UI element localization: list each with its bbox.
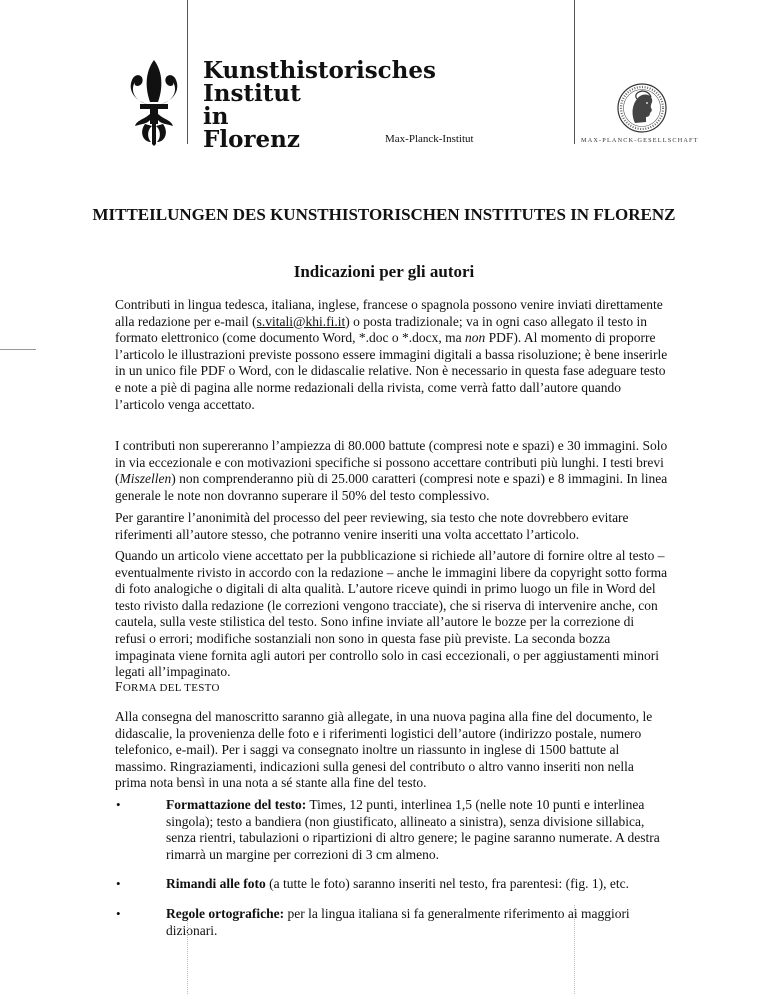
emphasis-text: Miszellen <box>119 471 172 487</box>
section-heading-text: ORMA DEL TESTO <box>122 682 220 694</box>
max-planck-gesellschaft-label: MAX-PLANCK-GESELLSCHAFT <box>581 137 699 144</box>
document-subtitle: Indicazioni per gli autori <box>293 262 475 281</box>
paragraph-text: PDF). Al momento di proporre l’articolo le illustrazioni previste possono essere immagini digitali a bassa risoluzione; è bene inserirle in un unico file PDF o Word, con le didascalie relative. Non è necessario in questa fase adeguare testo e note a piè di pagina alle norme redazionali della rivista, come verrà fatto dall’autore quando l’articolo venga accettato. <box>115 330 668 412</box>
bullet-item <box>166 906 668 939</box>
section-heading <box>115 679 220 695</box>
bullet-marker: • <box>116 797 121 812</box>
email-link[interactable]: s.vitali@khi.fi.it <box>256 313 346 329</box>
paragraph-text: I contributi non supereranno l’ampiezza di 80.000 battute (compresi note e spazi) e 30 immagini. Solo in via eccezionale e con motivazioni specifiche si possono accettare contributi più lunghi. I testi brevi ( <box>115 438 668 487</box>
paragraph-text: ) non comprenderanno più di 25.000 caratteri (compresi note e spazi) e 8 immagini. In linea generale le note non dovranno superare il 50% del testo complessivo. <box>115 471 668 503</box>
minerva-seal-icon <box>617 83 667 133</box>
paragraph-text: ) o posta tradizionale; va in ogni caso allegato il testo in formato elettronico (come documento Word, *.doc o *.docx, ma <box>115 313 648 346</box>
fleur-de-lis-icon <box>125 58 183 146</box>
paragraph-length-limits <box>115 438 668 504</box>
paragraph-acceptance: Quando un articolo viene accettato per la pubblicazione si richiede all’autore di fornire oltre al testo – eventualmente rivisto in accordo con la redazione – anche le immagini libere da copyright sotto forma di foto analogiche o digitali di alta qualità. L’autore riceve quindi in primo luogo un file in Word del testo rivisto dalla redazione (le correzioni vengono tracciate), che si riserva di intervenire anche, con cautela, sulla veste stilistica del testo. Sono infine inviate all’autore le bozze per la correzione di refusi o errori; modifiche sostanziali non sono in questa fase più previste. La seconda bozza impaginata viene fornita agli autori per controllo solo in casi eccezionali, o per aggiustamenti minori legati all’impaginato. <box>115 548 668 680</box>
bullet-item-title: Rimandi alle foto <box>166 876 266 891</box>
paragraph-submission <box>115 297 668 413</box>
institute-name-line: Institut <box>203 80 301 107</box>
bullet-item <box>166 797 668 863</box>
institute-name-line: Florenz <box>203 126 300 153</box>
page-guide-left <box>187 920 188 994</box>
bullet-item-text: (a tutte le foto) saranno inseriti nel testo, fra parentesi: (fig. 1), etc. <box>265 876 629 891</box>
bullet-item-text: per la lingua italiana si fa generalmente riferimento ai maggiori dizionari. <box>166 906 630 938</box>
emphasis-text: non <box>464 330 486 346</box>
page-guide-right <box>574 905 575 994</box>
document-title: MITTEILUNGEN DES KUNSTHISTORISCHEN INSTITUTES IN FLORENZ <box>92 205 676 224</box>
paragraph-anonymity: Per garantire l’anonimità del processo del peer reviewing, sia testo che note dovrebbero evitare riferimenti all’autore stesso, che potranno venire inseriti una volta accettato l’articolo. <box>115 510 629 542</box>
margin-mark <box>0 349 36 350</box>
bullet-item-title: Regole ortografiche: <box>166 906 285 921</box>
bullet-item-text: Times, 12 punti, interlinea 1,5 (nelle note 10 punti e interlinea singola); testo a bandiera (non giustificato, allineato a sinistra), senza divisione sillabica, senza rientri, tabulazioni o ripartizioni di altro genere; le pagine saranno numerate. A destra rimarrà un margine per correzioni di 3 cm almeno. <box>166 797 660 862</box>
institute-name-line: in <box>203 103 229 130</box>
paragraph-manuscript: Alla consegna del manoscritto saranno già allegate, in una nuova pagina alla fine del documento, le didascalie, la provenienza delle foto e i riferimenti logistici dell’autore (indirizzo postale, numero telefonico, e-mail). Per i saggi va consegnato inoltre un riassunto in inglese di 1500 battute al massimo. Ringraziamenti, indicazioni sulla genesi del contributo o altro vanno inseriti non nella prima nota bensì in una nota a sé stante alla fine del testo. <box>115 709 653 791</box>
bullet-item <box>166 876 668 893</box>
header-divider-left <box>187 0 188 144</box>
bullet-marker: • <box>116 876 121 891</box>
bullet-marker: • <box>116 906 121 921</box>
header-divider-right <box>574 0 575 144</box>
paragraph-text: Contributi in lingua tedesca, italiana, inglese, francese o spagnola possono venire inviati direttamente alla redazione per e-mail ( <box>115 297 663 329</box>
section-heading-initial: F <box>115 679 123 694</box>
institute-name-line: Kunsthistorisches <box>203 57 436 84</box>
max-planck-institut-label: Max-Planck-Institut <box>385 133 474 145</box>
bullet-item-title: Formattazione del testo: <box>166 797 307 812</box>
